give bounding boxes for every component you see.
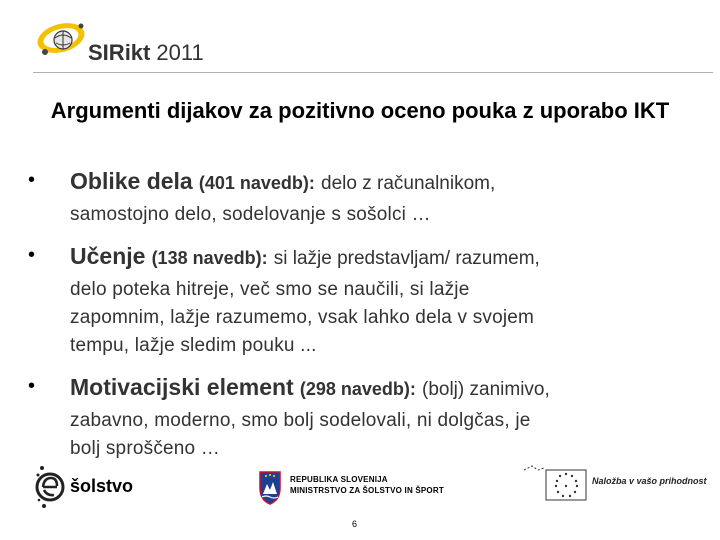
bullet-count: (138 navedb): <box>151 248 268 268</box>
bullet-oblike-dela <box>28 164 698 229</box>
header-divider <box>33 72 713 73</box>
bullet-dot-icon: • <box>28 169 36 191</box>
eu-flag-logo-icon <box>522 462 692 514</box>
bullet-keyword: Oblike dela <box>70 168 193 194</box>
sirikt-logo-text <box>88 40 204 66</box>
logo-brand: SIR <box>88 40 125 65</box>
bullet-ucenje <box>28 239 698 360</box>
bullet-text: si lažje predstavljam/ razumem, <box>273 248 540 269</box>
bullet-motivacijski-element <box>28 370 698 463</box>
bullet-first-line <box>70 239 698 276</box>
e-solstvo-text: šolstvo <box>70 476 134 496</box>
eu-slogan: Naložba v vašo prihodnost <box>592 476 707 486</box>
bullet-continuation: zabavno, moderno, smo bolj sodelovali, ni dolgčas, je <box>70 410 531 431</box>
page-number: 6 <box>352 519 358 529</box>
bullet-first-line <box>70 370 698 407</box>
bullet-keyword: Motivacijski element <box>70 374 294 400</box>
bullet-keyword: Učenje <box>70 243 146 269</box>
bullet-continuation: delo poteka hitreje, več smo se naučili, si lažje <box>70 279 470 300</box>
ministry-line2: MINISTRSTVO ZA ŠOLSTVO IN ŠPORT <box>290 486 444 495</box>
slide-title: Argumenti dijakov za pozitivno oceno pouka z uporabo IKT <box>50 98 670 123</box>
bullet-continuation: samostojno delo, sodelovanje s sošolci … <box>70 204 431 225</box>
bullet-text: (bolj) zanimivo, <box>422 379 550 400</box>
bullet-first-line <box>70 164 698 201</box>
bullet-dot-icon: • <box>28 375 36 397</box>
header <box>0 0 720 75</box>
logo-brand-accent: ikt <box>124 40 151 65</box>
bullet-text: delo z računalnikom, <box>321 173 496 194</box>
bullet-count: (298 navedb): <box>299 379 416 399</box>
ministry-line1: REPUBLIKA SLOVENIJA <box>290 475 388 484</box>
bullet-continuation: zapomnim, lažje razumemo, vsak lahko dela v svojem <box>70 307 535 328</box>
logo-year: 2011 <box>156 40 204 65</box>
ministry-text <box>290 474 444 496</box>
bullet-list <box>28 164 698 473</box>
bullet-count: (401 navedb): <box>198 173 315 193</box>
bullet-continuation: bolj sproščeno … <box>70 438 220 459</box>
bullet-dot-icon: • <box>28 244 36 266</box>
bullet-continuation: tempu, lažje sledim pouku ... <box>70 335 317 356</box>
